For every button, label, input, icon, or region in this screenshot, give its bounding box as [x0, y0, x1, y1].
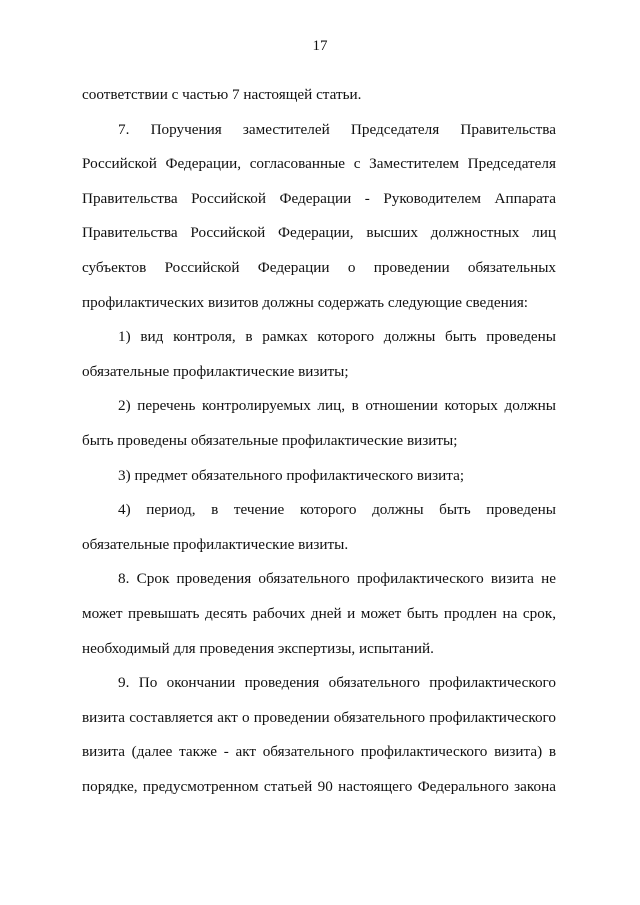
text-line: быть проведены обязательные профилактические визиты; — [82, 431, 458, 449]
paragraph-item-7-2 — [82, 389, 556, 458]
page-number: 17 — [312, 38, 328, 54]
text-line: 3) предмет обязательного профилактического визита; — [118, 466, 465, 484]
paragraph-item-7-3 — [82, 459, 556, 494]
text-line: 2) перечень контролируемых лиц, в отношении которых должны — [118, 397, 556, 415]
text-line: порядке, предусмотренном статьей 90 настоящего Федерального закона — [82, 777, 556, 795]
text-line: обязательные профилактические визиты. — [82, 535, 349, 553]
text-line: 9. По окончании проведения обязательного профилактического — [118, 674, 556, 692]
text-line: профилактических визитов должны содержать следующие сведения: — [82, 293, 529, 311]
text-line: обязательные профилактические визиты; — [82, 362, 349, 380]
paragraph-item-9 — [82, 666, 556, 804]
text-line: может превышать десять рабочих дней и может быть продлен на срок, — [82, 604, 556, 622]
text-line: соответствии с частью 7 настоящей статьи. — [82, 86, 362, 103]
paragraph-continuation — [82, 78, 556, 113]
text-line: субъектов Российской Федерации о проведении обязательных — [82, 258, 556, 276]
text-line: Российской Федерации, согласованные с Заместителем Председателя — [82, 155, 556, 173]
document-body — [82, 78, 556, 804]
text-line: 8. Срок проведения обязательного профилактического визита не — [118, 570, 556, 588]
paragraph-item-7 — [82, 113, 556, 321]
text-line: визита (далее также - акт обязательного профилактического визита) в — [82, 743, 556, 761]
text-line: необходимый для проведения экспертизы, испытаний. — [82, 639, 434, 657]
paragraph-item-8 — [82, 562, 556, 666]
text-line: Правительства Российской Федерации - Руководителем Аппарата — [82, 189, 556, 207]
paragraph-item-7-1 — [82, 320, 556, 389]
text-line: Правительства Российской Федерации, высших должностных лиц — [82, 224, 556, 242]
paragraph-item-7-4 — [82, 493, 556, 562]
text-line: 4) период, в течение которого должны быть проведены — [118, 501, 556, 519]
text-line: 7. Поручения заместителей Председателя Правительства — [118, 120, 556, 138]
text-line: визита составляется акт о проведении обязательного профилактического — [82, 708, 556, 726]
text-line: 1) вид контроля, в рамках которого должны быть проведены — [118, 328, 556, 346]
